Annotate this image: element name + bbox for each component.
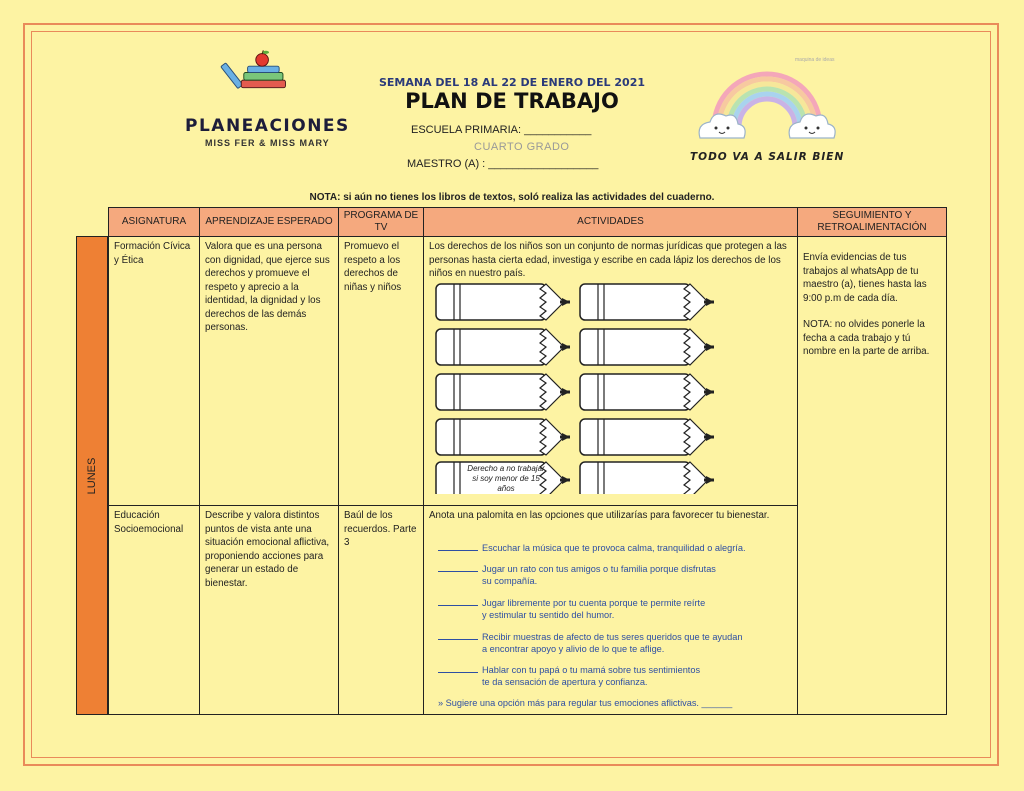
note	[0, 192, 1024, 203]
option-4-line2: a encontrar apoyo y alivio de lo que te aflige.	[482, 644, 665, 654]
row2-asignatura: Educación Socioemocional	[108, 505, 200, 715]
teacher-field: MAESTRO (A) : __________________	[407, 158, 599, 170]
seguimiento-p1: Envía evidencias de tus trabajos al whatsApp de tu maestro (a), tienes hasta las 9:00 p.m de cada día.	[803, 252, 927, 304]
row2-actividad-text: Anota una palomita en las opciones que utilizarías para favorecer tu bienestar.	[429, 510, 770, 521]
pencil-worksheet	[430, 282, 740, 494]
suggest-option: » Sugiere una opción más para regular tus emociones aflictivas. ______	[438, 698, 733, 708]
note-text: si aún no tienes los libros de textos, soló realiza las actividades del cuaderno.	[343, 192, 715, 203]
pencil-example-text: Derecho a no trabajar si soy menor de 15 años	[467, 464, 545, 493]
rainbow-clouds-icon	[692, 52, 842, 152]
note-label: NOTA:	[309, 192, 341, 203]
signature: maquina de ideas	[795, 57, 835, 63]
option-3-line2: y estimular tu sentido del humor.	[482, 610, 615, 620]
row1-programa: Promuevo el respeto a los derechos de niñas y niños	[338, 236, 424, 506]
header-asignatura: ASIGNATURA	[108, 207, 200, 237]
header-aprendizaje: APRENDIZAJE ESPERADO	[199, 207, 339, 237]
option-5-text: Hablar con tu papá o tu mamá sobre tus sentimientos	[482, 665, 701, 675]
header-actividades: ACTIVIDADES	[423, 207, 798, 237]
option-3-text: Jugar libremente por tu cuenta porque te permite reírte	[482, 598, 706, 608]
option-3	[438, 597, 705, 609]
week-range: SEMANA DEL 18 AL 22 DE ENERO DEL 2021	[378, 76, 645, 89]
page-title: PLAN DE TRABAJO	[405, 89, 619, 113]
header-seguimiento: SEGUIMIENTO Y RETROALIMENTACIÓN	[797, 207, 947, 237]
option-1-text: Escuchar la música que te provoca calma, tranquilidad o alegría.	[482, 543, 746, 553]
header-programa: PROGRAMA DE TV	[338, 207, 424, 237]
option-4-text: Recibir muestras de afecto de tus seres queridos que te ayudan	[482, 632, 743, 642]
row2-programa: Baúl de los recuerdos. Parte 3	[338, 505, 424, 715]
row1-asignatura: Formación Cívica y Ética	[108, 236, 200, 506]
option-5	[438, 664, 700, 676]
brand-name: PLANEACIONES	[185, 116, 350, 136]
option-5-line2: te da sensación de apertura y confianza.	[482, 677, 648, 687]
row1-actividad-text: Los derechos de los niños son un conjunto de normas jurídicas que protegen a las personas hasta cierta edad, investiga y escribe en cada lápiz los derechos de los niños en nuestro país.	[429, 241, 787, 279]
option-2-text: Jugar un rato con tus amigos o tu familia porque disfrutas	[482, 564, 716, 574]
day-column	[76, 236, 108, 715]
row2-aprendizaje: Describe y valora distintos puntos de vista ante una situación emocional aflictiva, proponiendo acciones para generar un estado de bienestar.	[199, 505, 339, 715]
school-field: ESCUELA PRIMARIA: ___________	[411, 124, 592, 136]
brand-subtitle: MISS FER & MISS MARY	[205, 138, 330, 148]
row1-aprendizaje: Valora que es una persona con dignidad, que ejerce sus derechos y promueve el respeto y aprecio a la identidad, la dignidad y los derechos de las demás personas.	[199, 236, 339, 506]
option-1	[438, 542, 746, 554]
option-4	[438, 631, 742, 643]
slogan: TODO VA A SALIR BIEN	[690, 151, 845, 163]
seguimiento-p2: NOTA: no olvides ponerle la fecha a cada trabajo y tú nombre en la parte de arriba.	[803, 319, 930, 357]
option-2	[438, 563, 716, 575]
day-label: LUNES	[86, 457, 98, 494]
seguimiento-cell	[797, 236, 947, 715]
option-2-line2: su compañía.	[482, 576, 538, 586]
grade-label: CUARTO GRADO	[474, 141, 570, 153]
